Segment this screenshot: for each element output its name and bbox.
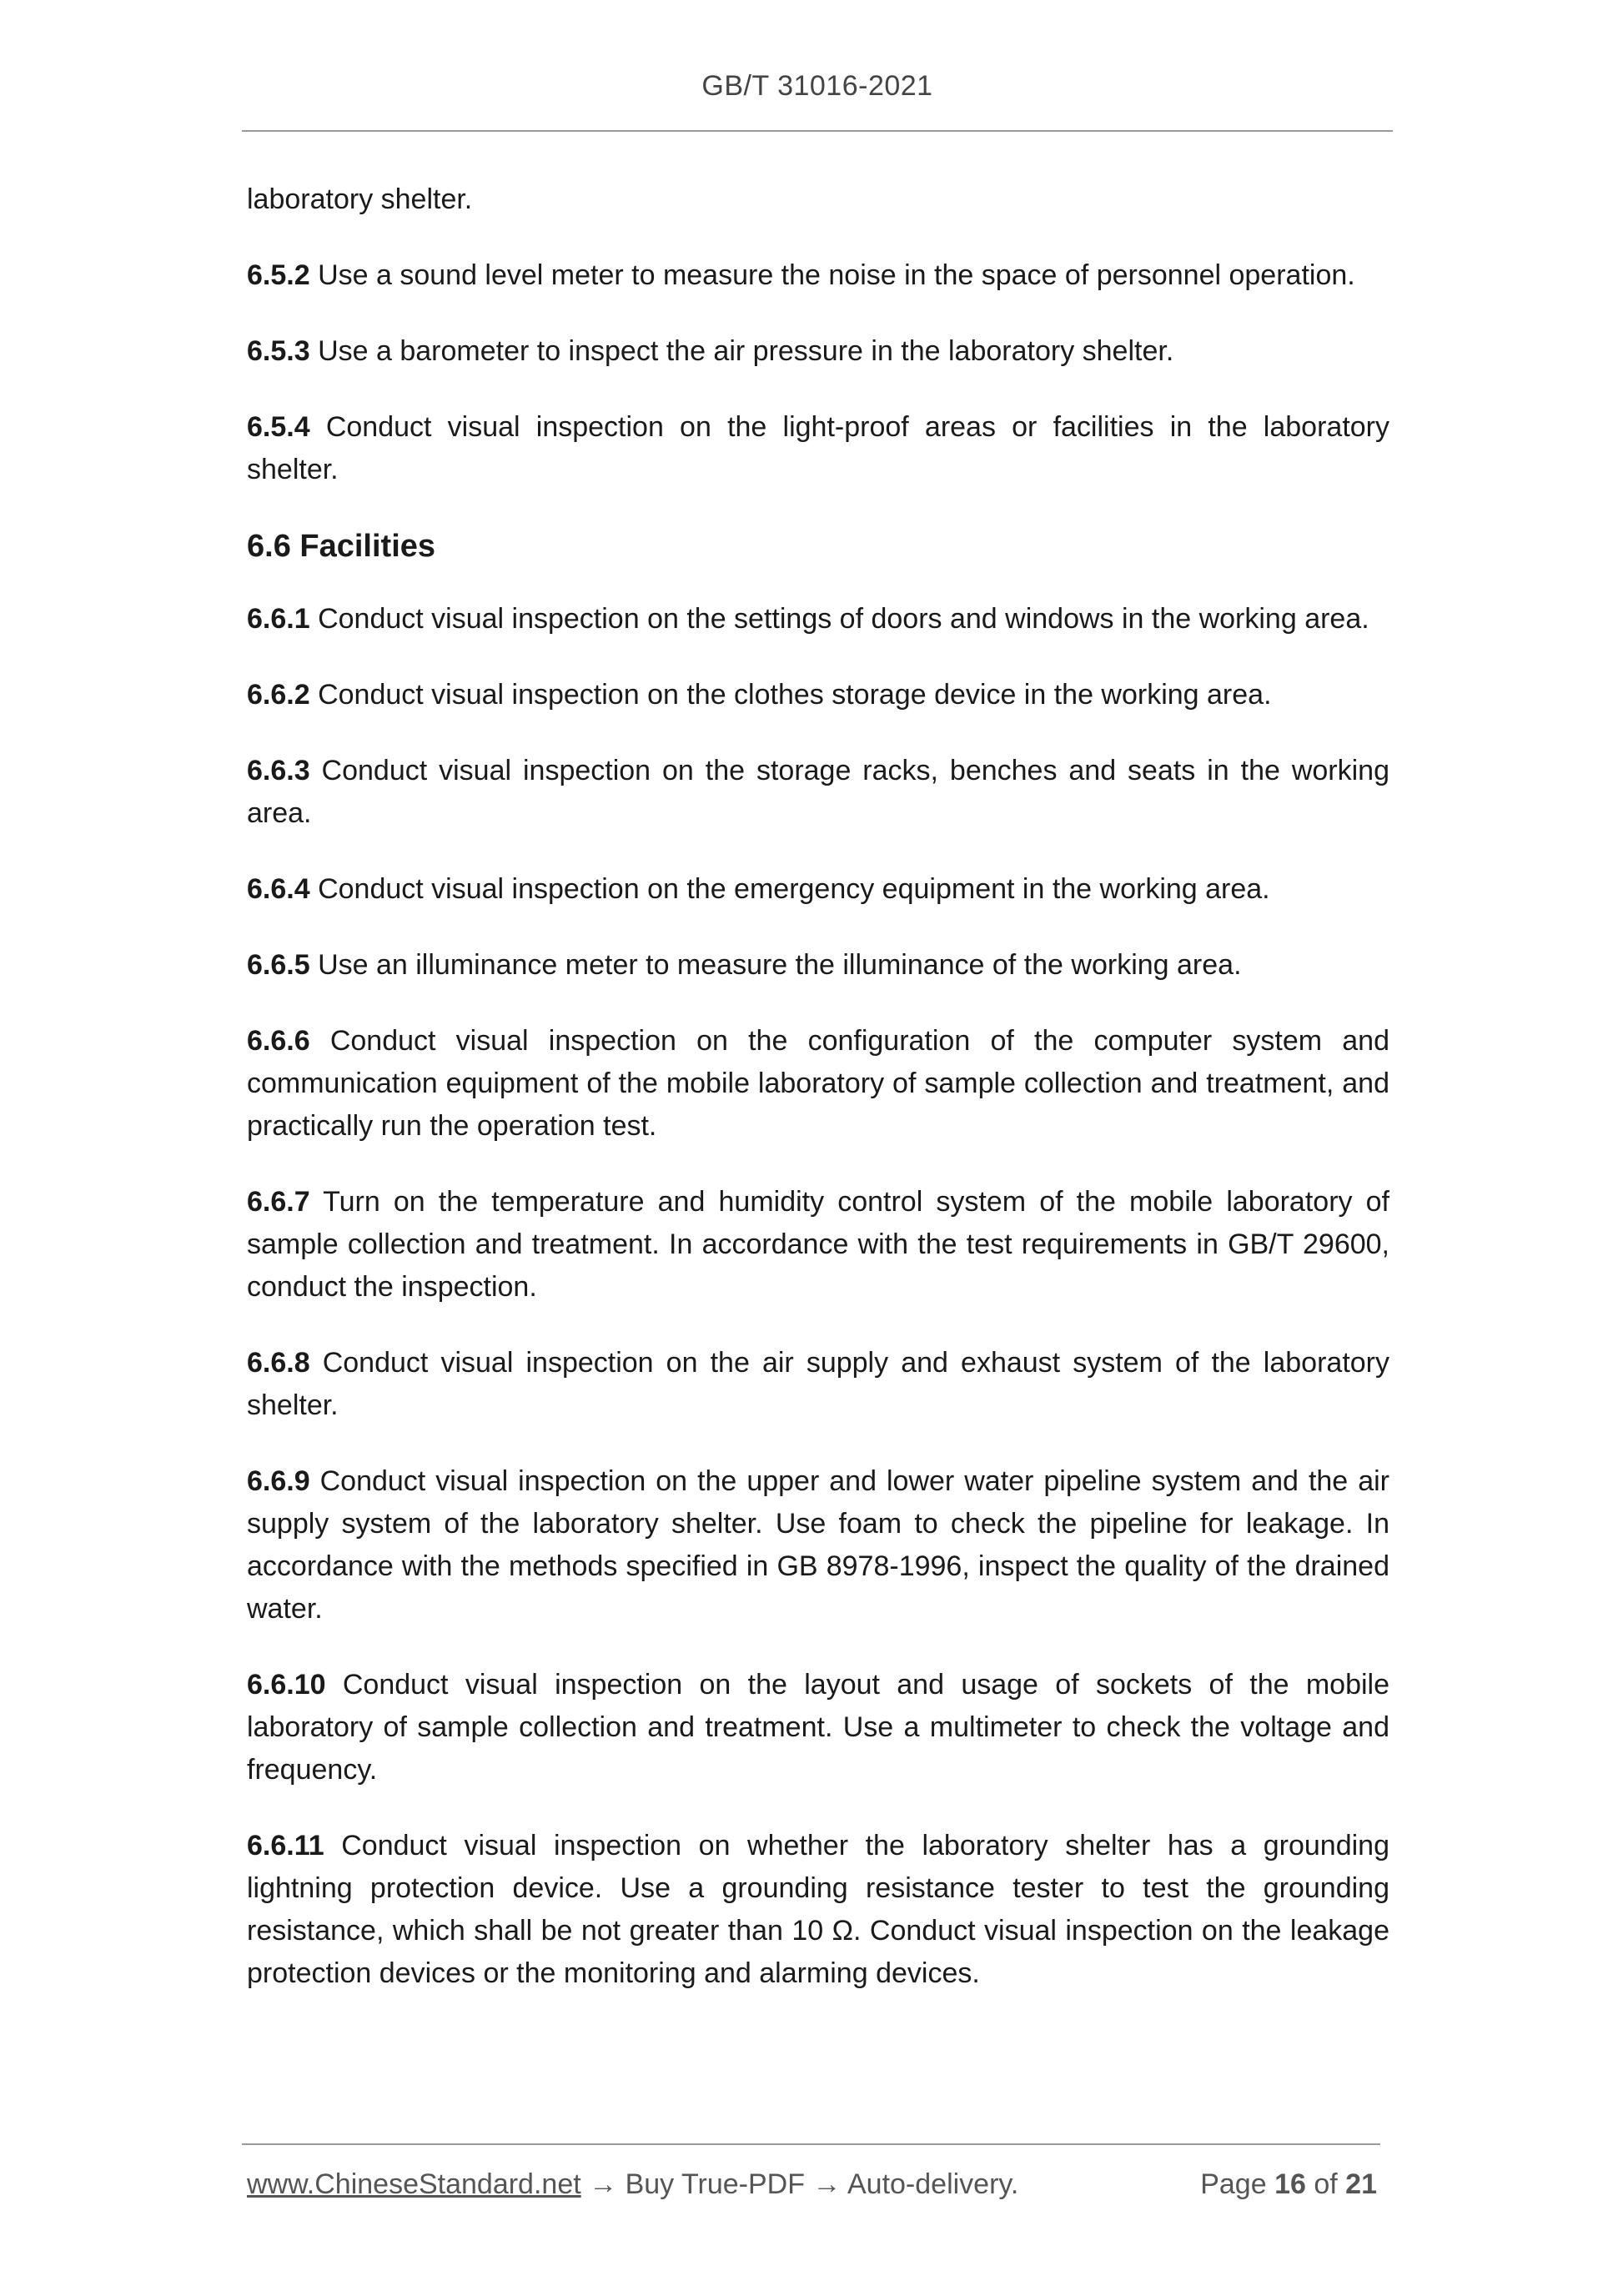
clause-text: Conduct visual inspection on the layout and usage of sockets of the mobile laboratory of sample collection and treatment. Use a multimeter to check the voltage and frequency. <box>247 1669 1389 1786</box>
clause-6-5-3 <box>247 330 1389 373</box>
clause-number: 6.6.3 <box>247 755 310 786</box>
clause-number: 6.5.3 <box>247 335 310 367</box>
clause-6-6-4 <box>247 868 1389 911</box>
clause-text: Conduct visual inspection on the settings of doors and windows in the working area. <box>309 603 1369 635</box>
header-divider <box>242 130 1393 132</box>
page-of-label: of <box>1314 2168 1338 2200</box>
clause-number: 6.5.4 <box>247 411 310 443</box>
page-current: 16 <box>1274 2168 1306 2200</box>
clause-text: Conduct visual inspection on the clothes storage device in the working area. <box>309 679 1272 711</box>
clause-6-6-11 <box>247 1825 1389 1995</box>
page-indicator <box>1200 2163 1377 2205</box>
clause-number: 6.6.6 <box>247 1025 310 1057</box>
footer-divider <box>242 2143 1380 2145</box>
clause-text: Conduct visual inspection on the emergency equipment in the working area. <box>309 873 1270 905</box>
clause-text: Conduct visual inspection on the air supply and exhaust system of the laboratory shelter. <box>247 1347 1389 1421</box>
clause-6-6-6 <box>247 1020 1389 1148</box>
clause-6-6-2 <box>247 674 1389 716</box>
clause-text: Conduct visual inspection on the upper and lower water pipeline system and the air supply system of the laboratory shelter. Use foam to check the pipeline for leakage. In accordance with the methods specified in GB 8978-1996, inspect the quality of the drained water. <box>247 1465 1389 1625</box>
clause-number: 6.6.8 <box>247 1347 310 1379</box>
clause-text: Conduct visual inspection on the storage racks, benches and seats in the working area. <box>247 755 1389 829</box>
clause-6-5-2 <box>247 254 1389 297</box>
clause-number: 6.5.2 <box>247 259 310 291</box>
clause-text: Conduct visual inspection on whether the laboratory shelter has a grounding lightning protection device. Use a grounding resistance tester to test the grounding resistance, which shall be not greater than 10 Ω. Conduct visual inspection on the leakage protection devices or the monitoring and alarming devices. <box>247 1830 1389 1989</box>
page-label: Page <box>1200 2168 1267 2200</box>
clause-number: 6.6.5 <box>247 949 310 981</box>
clause-text: Turn on the temperature and humidity control system of the mobile laboratory of sample collection and treatment. In accordance with the test requirements in GB/T 29600, conduct the inspection. <box>247 1186 1389 1303</box>
clause-text: Conduct visual inspection on the light-proof areas or facilities in the laboratory shelter. <box>247 411 1389 485</box>
clause-6-6-3 <box>247 750 1389 835</box>
clause-text: Use a sound level meter to measure the noise in the space of personnel operation. <box>309 259 1355 291</box>
clause-number: 6.6.11 <box>247 1830 324 1861</box>
clause-number: 6.6.1 <box>247 603 310 635</box>
clause-number: 6.6.4 <box>247 873 310 905</box>
clause-6-6-7 <box>247 1181 1389 1309</box>
document-body <box>247 178 1389 2028</box>
clause-number: 6.6.10 <box>247 1669 326 1701</box>
clause-6-6-1 <box>247 598 1389 641</box>
section-heading: 6.6 Facilities <box>247 529 436 564</box>
clause-6-5-4 <box>247 406 1389 491</box>
clause-text: Use an illuminance meter to measure the illuminance of the working area. <box>309 949 1242 981</box>
clause-number: 6.6.2 <box>247 679 310 711</box>
clause-6-6-9 <box>247 1460 1389 1630</box>
footer-tagline: → Buy True-PDF → Auto-delivery. <box>580 2168 1019 2200</box>
clause-text: Use a barometer to inspect the air pressure in the laboratory shelter. <box>309 335 1174 367</box>
footer-promo <box>247 2163 1018 2205</box>
site-link[interactable]: www.ChineseStandard.net <box>247 2168 581 2200</box>
clause-number: 6.6.9 <box>247 1465 310 1497</box>
clause-number: 6.6.7 <box>247 1186 310 1218</box>
paragraph-text: laboratory shelter. <box>247 183 473 215</box>
page-footer <box>247 2163 1377 2205</box>
running-header: GB/T 31016-2021 <box>701 70 933 102</box>
clause-6-6-8 <box>247 1342 1389 1427</box>
paragraph <box>247 178 1389 221</box>
clause-text: Conduct visual inspection on the configuration of the computer system and communication equipment of the mobile laboratory of sample collection and treatment, and practically run the operation test. <box>247 1025 1389 1142</box>
clause-6-6-10 <box>247 1664 1389 1791</box>
clause-6-6-5 <box>247 944 1389 987</box>
page-total: 21 <box>1345 2168 1377 2200</box>
